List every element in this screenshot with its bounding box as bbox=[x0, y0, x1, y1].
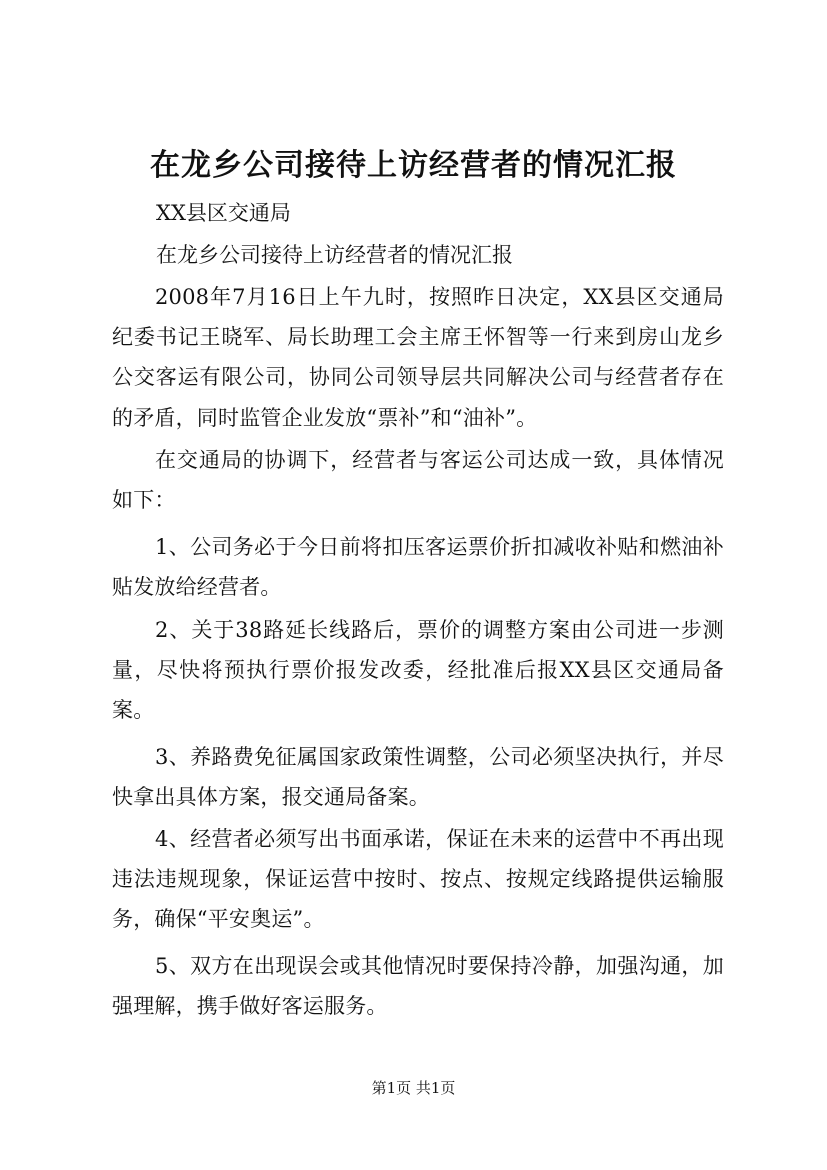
document-subtitle: 在龙乡公司接待上访经营者的情况汇报 bbox=[156, 243, 513, 267]
paragraph-intro: 2008年7月16日上午九时，按照昨日决定，XX县区交通局纪委书记王晓军、局长助理工会主席王怀智等一行来到房山龙乡公交客运有限公司，协同公司领导层共同解决公司与经营者存在的矛盾，同时监管企业发放“票补”和“油补”。 bbox=[112, 285, 724, 430]
paragraph-coordination: 在交通局的协调下，经营者与客运公司达成一致，具体情况如下： bbox=[112, 448, 724, 513]
paragraph-item-1: 1、公司务必于今日前将扣压客运票价折扣减收补贴和燃油补贴发放给经营者。 bbox=[112, 535, 724, 600]
paragraph-item-3: 3、养路费免征属国家政策性调整，公司必须坚决执行，并尽快拿出具体方案，报交通局备案。 bbox=[112, 745, 724, 810]
paragraph-item-5: 5、双方在出现误会或其他情况时要保持冷静，加强沟通，加强理解，携手做好客运服务。 bbox=[112, 954, 724, 1019]
document-title: 在龙乡公司接待上访经营者的情况汇报 bbox=[150, 148, 677, 183]
issuing-organization: XX县区交通局 bbox=[156, 201, 291, 225]
paragraph-item-4: 4、经营者必须写出书面承诺，保证在未来的运营中不再出现违法违规现象，保证运营中按时、按点、按规定线路提供运输服务，确保“平安奥运”。 bbox=[112, 827, 724, 932]
paragraph-item-2: 2、关于38路延长线路后，票价的调整方案由公司进一步测量，尽快将预执行票价报发改委，经批准后报XX县区交通局备案。 bbox=[112, 618, 724, 723]
page-number-footer: 第1页 共1页 bbox=[371, 1079, 456, 1097]
